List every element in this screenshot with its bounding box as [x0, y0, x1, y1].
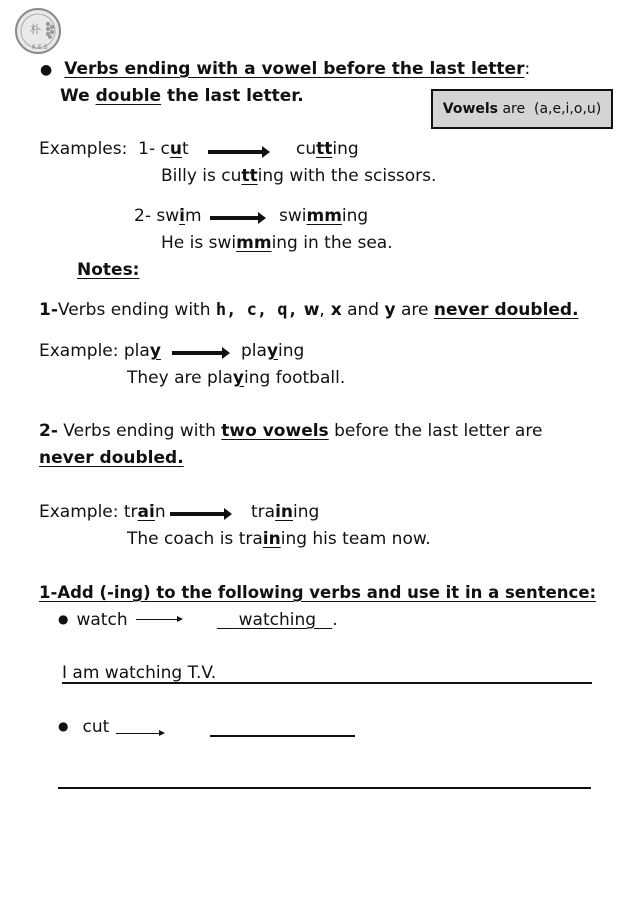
- note1-are: are: [395, 300, 434, 320]
- ex1-ing-b: tt: [316, 139, 333, 159]
- rule-line2-c: the last letter.: [161, 86, 304, 106]
- rule-heading: [40, 59, 530, 79]
- note1-letters-hcq: h, c, q,: [215, 300, 298, 320]
- note1-letter-w: w: [297, 300, 320, 320]
- note1-a: Verbs ending with: [57, 300, 216, 320]
- item1-answer-underline: [217, 610, 332, 630]
- example1-row: [39, 139, 189, 159]
- ex2-verb-b: i: [179, 206, 185, 226]
- item1-answer: [217, 610, 338, 630]
- note2-ing: [251, 502, 319, 522]
- logo-text: K.E.S: [32, 44, 48, 51]
- rule-line2: [60, 86, 304, 106]
- notes-title: Notes:: [77, 260, 140, 280]
- bullet: ●: [58, 612, 69, 626]
- note1-never-doubled: never doubled.: [433, 300, 579, 320]
- note2-two-vowels: two vowels: [221, 421, 329, 441]
- note2-ing-b: in: [275, 502, 294, 522]
- note2-example-n: n: [154, 502, 166, 522]
- note1-example: [39, 341, 161, 361]
- ex1-verb-b: u: [169, 139, 182, 159]
- note2-never-doubled: never doubled.: [39, 448, 184, 468]
- item2-sentence-line[interactable]: [58, 787, 591, 789]
- ex1-ing: [296, 139, 359, 159]
- note1-letter-y: y: [384, 300, 396, 320]
- ex1-arrow-icon: [208, 150, 264, 154]
- note1-comma: ,: [319, 300, 325, 320]
- item2-answer-line[interactable]: [210, 735, 355, 737]
- vowels-list: are (a,e,i,o,u): [498, 101, 602, 117]
- ex2-ing-a: swi: [279, 206, 307, 226]
- note2-example-label: Example: tr: [39, 502, 138, 522]
- note2-ing-a: tra: [251, 502, 276, 522]
- rule-line2-a: We: [60, 86, 96, 106]
- item1-sentence-line: [62, 682, 592, 684]
- ex1-ing-c: ing: [332, 139, 359, 159]
- ex1-sentence-a: Billy is cu: [161, 166, 242, 186]
- ex1-sentence-c: ing with the scissors.: [257, 166, 437, 186]
- note1-num: 1-: [39, 300, 58, 320]
- example2-row: [134, 206, 202, 226]
- ex1-verb-a: c: [160, 139, 170, 159]
- bullet: ●: [40, 62, 53, 78]
- vowels-label: Vowels: [442, 101, 498, 117]
- note1-ing-a: pla: [241, 341, 267, 361]
- rule-line2-double: double: [95, 86, 162, 106]
- note2-sentence-c: ing his team now.: [280, 529, 431, 549]
- rule-heading-text: Verbs ending with a vowel before the last letter: [64, 59, 525, 79]
- item1-dot: .: [332, 610, 338, 630]
- item2-verb: cut: [82, 717, 110, 737]
- ex1-ing-a: cu: [296, 139, 317, 159]
- note1-letter-x: x: [324, 300, 342, 320]
- ex1-sentence-b: tt: [241, 166, 258, 186]
- ex2-num: 2-: [134, 206, 157, 226]
- ex2-ing: [279, 206, 368, 226]
- note1-example-y: y: [149, 341, 161, 361]
- ex2-sentence-c: ing in the sea.: [271, 233, 393, 253]
- item1-verb: watch: [76, 610, 128, 630]
- exercise-item2: [58, 717, 109, 737]
- note2-example: [39, 502, 166, 522]
- note1-example-label: Example: pla: [39, 341, 150, 361]
- note2-b: before the last letter are: [328, 421, 543, 441]
- note2-example-ai: ai: [137, 502, 155, 522]
- item1-sentence: I am watching T.V.: [62, 663, 217, 683]
- note2: [39, 421, 542, 441]
- note1-sentence-c: ing football.: [244, 368, 346, 388]
- school-logo: [8, 6, 68, 56]
- note1: [39, 300, 579, 320]
- exercise-title: 1-Add (-ing) to the following verbs and use it in a sentence:: [39, 583, 597, 602]
- note2-sentence-a: The coach is tra: [127, 529, 263, 549]
- rule-heading-colon: :: [524, 59, 531, 79]
- note1-arrow-icon: [172, 351, 224, 355]
- note2-a: Verbs ending with: [57, 421, 222, 441]
- examples-label: Examples: 1-: [39, 139, 161, 159]
- note2-num: 2-: [39, 421, 58, 441]
- ex2-sentence: [161, 233, 393, 253]
- item1-arrow-icon: [136, 619, 180, 620]
- ex2-sentence-a: He is swi: [161, 233, 237, 253]
- ex2-sentence-b: mm: [236, 233, 272, 253]
- ex2-ing-c: ing: [341, 206, 369, 226]
- vowels-box: [431, 89, 613, 129]
- note2-ing-c: ing: [293, 502, 320, 522]
- ex1-sentence: [161, 166, 436, 186]
- note2-arrow-icon: [170, 512, 226, 516]
- ex1-verb-c: t: [181, 139, 189, 159]
- note2-sentence-b: in: [262, 529, 281, 549]
- note2-sentence: [127, 529, 431, 549]
- exercise-item1: [58, 610, 128, 630]
- note1-and: and: [341, 300, 385, 320]
- note1-ing: [241, 341, 304, 361]
- ex2-verb-c: m: [184, 206, 202, 226]
- bullet: ●: [58, 719, 69, 733]
- note1-ing-b: y: [266, 341, 279, 361]
- svg-text:朴: 朴: [30, 23, 41, 36]
- note1-sentence-a: They are pla: [127, 368, 233, 388]
- note1-sentence: [127, 368, 345, 388]
- ex2-arrow-icon: [210, 216, 260, 220]
- item1-answer-text: watching: [238, 610, 317, 630]
- ex2-verb-a: sw: [156, 206, 180, 226]
- note1-sentence-b: y: [232, 368, 245, 388]
- item2-arrow-icon: [116, 733, 162, 734]
- note1-ing-c: ing: [278, 341, 305, 361]
- ex2-ing-b: mm: [306, 206, 342, 226]
